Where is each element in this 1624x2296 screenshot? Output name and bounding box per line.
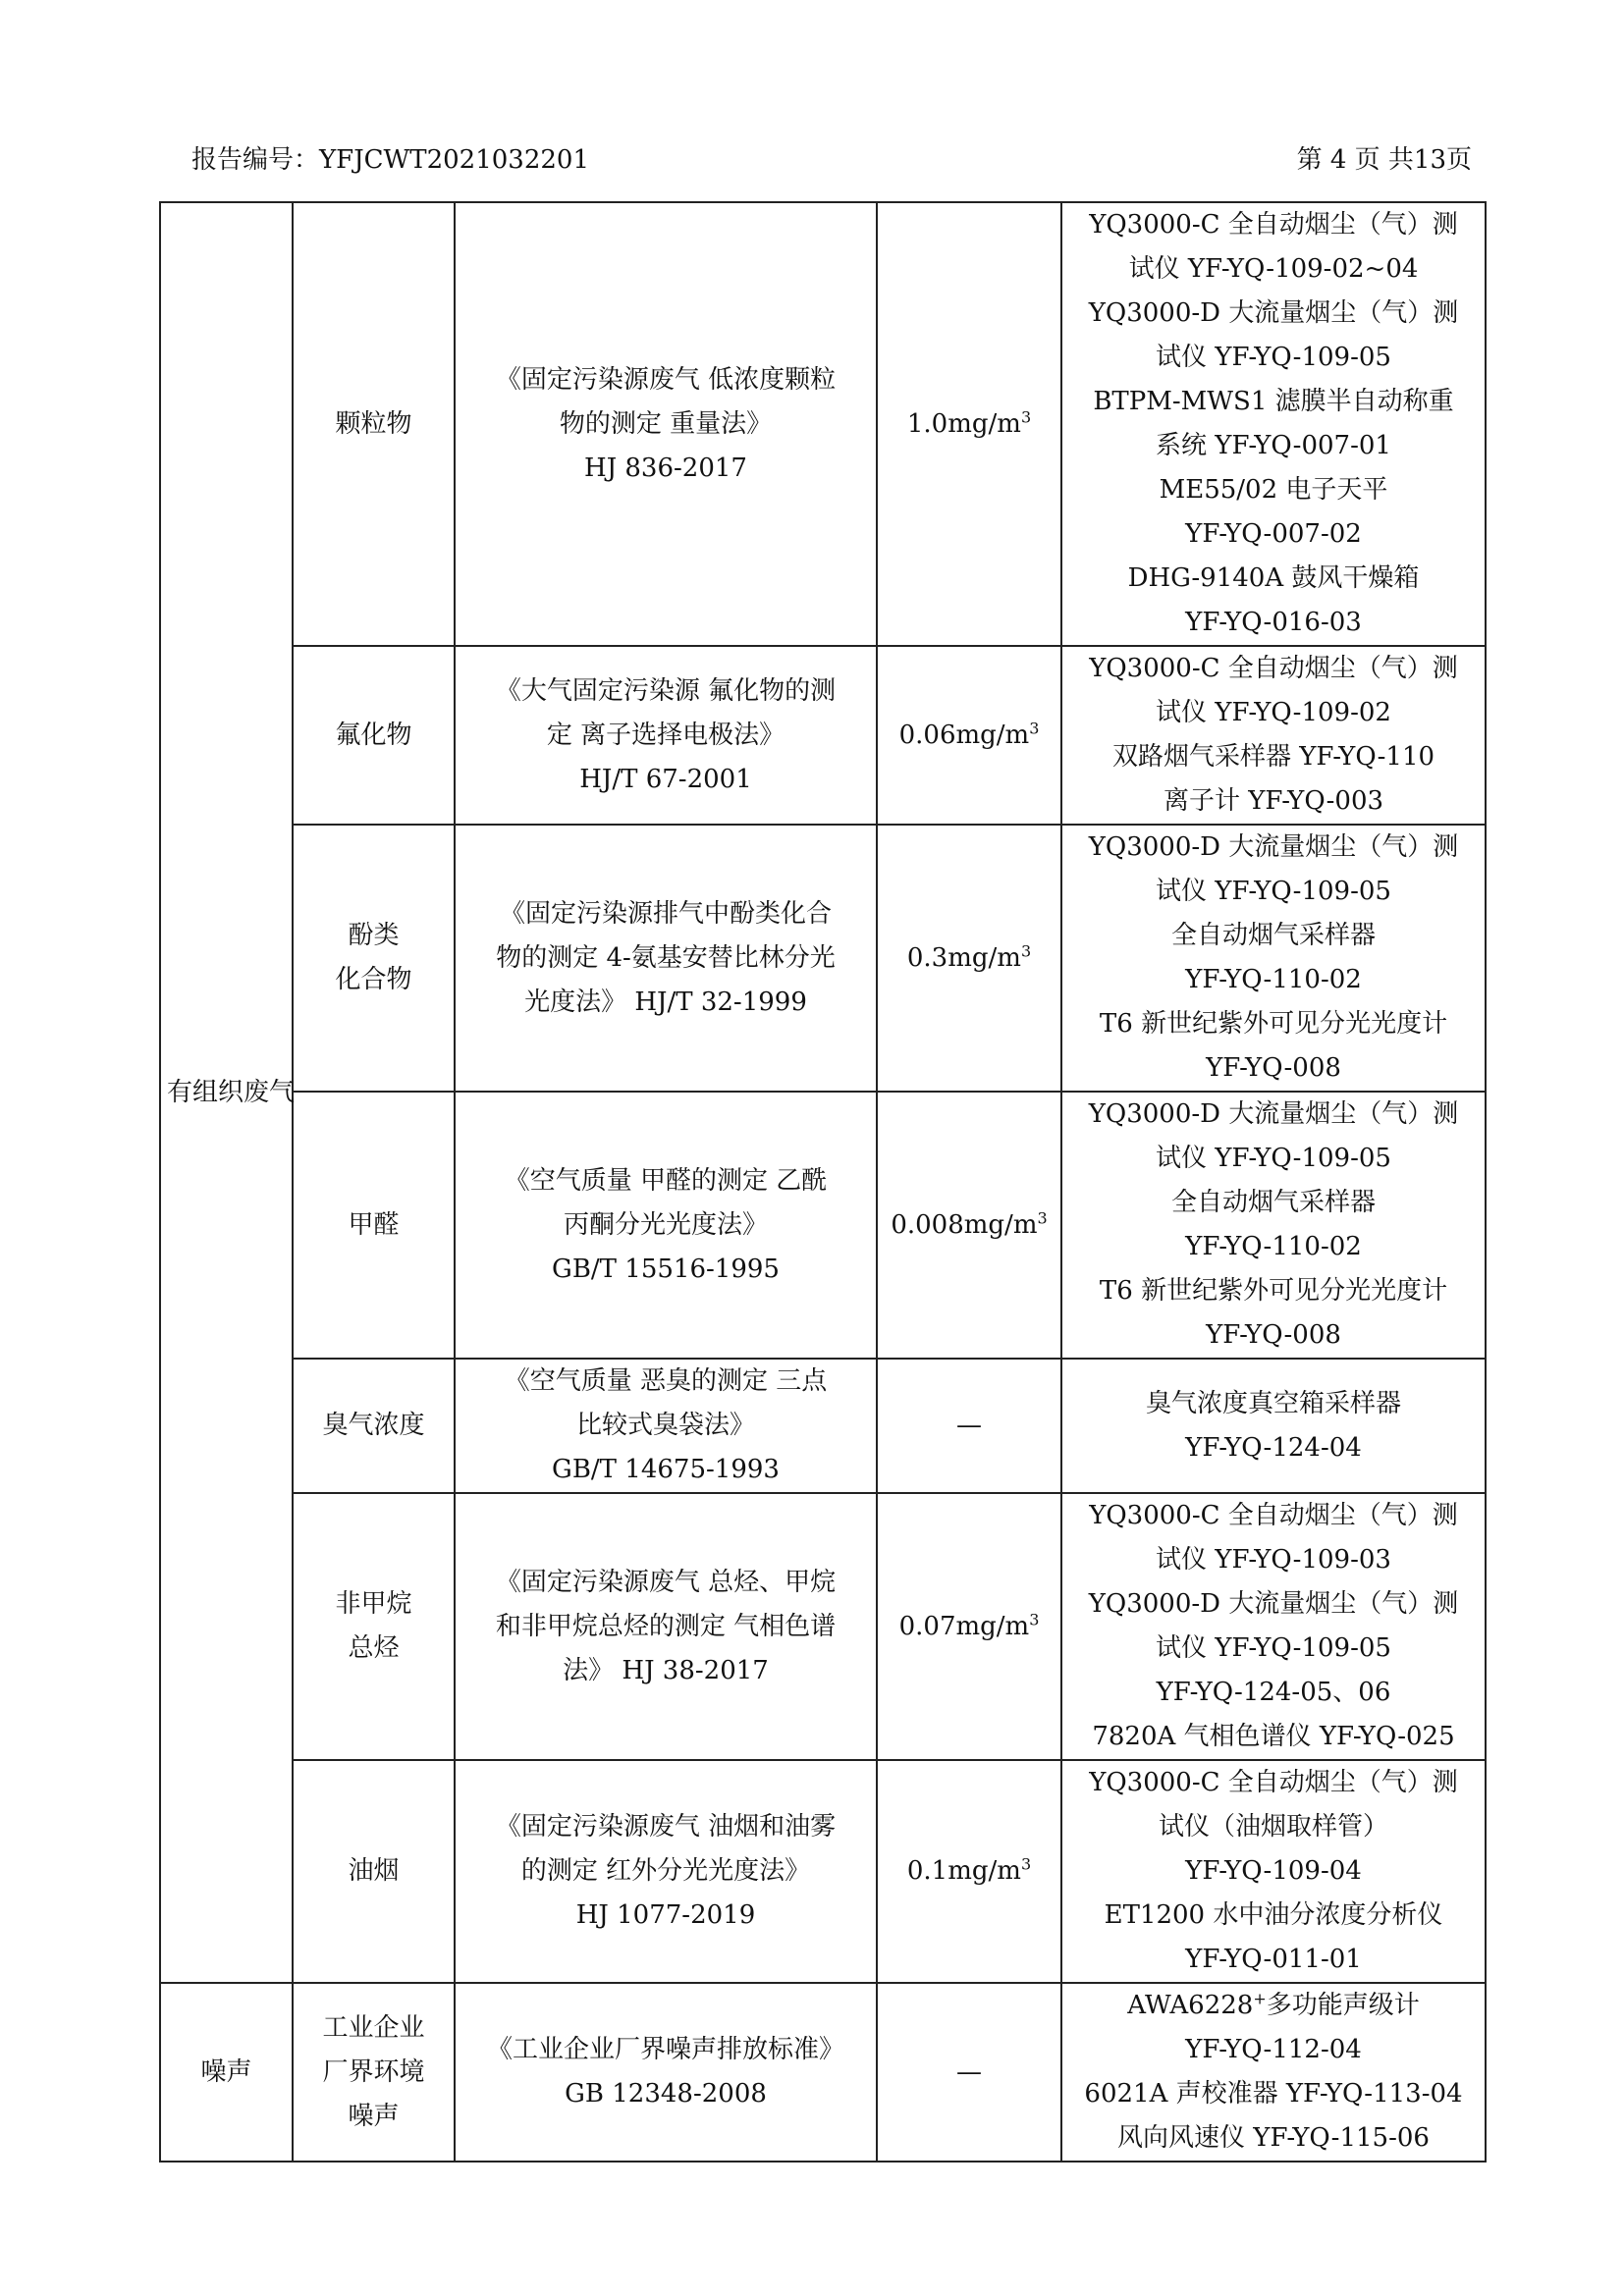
equipment-list: YQ3000-C 全自动烟尘（气）测 试仪 YF-YQ-109-02~04 YQ3000-D 大流量烟尘（气）测 试仪 YF-YQ-109-05 BTPM-MWS1 滤膜半自动称重 系统 YF-YQ-007-01 ME55/02 电子天平 YF-YQ-007-02 DHG-9140A 鼓风干燥箱 YF-YQ-016-03: [1061, 202, 1486, 646]
equipment-list: YQ3000-C 全自动烟尘（气）测 试仪（油烟取样管） YF-YQ-109-04 ET1200 水中油分浓度分析仪 YF-YQ-011-01: [1061, 1760, 1486, 1983]
standard-method: 《工业企业厂界噪声排放标准》 GB 12348-2008: [455, 1983, 877, 2162]
detection-limit: $0.06mg/m^3$: [877, 646, 1061, 825]
equipment-list: YQ3000-D 大流量烟尘（气）测 试仪 YF-YQ-109-05 全自动烟气采样器 YF-YQ-110-02 T6 新世纪紫外可见分光光度计 YF-YQ-008: [1061, 1092, 1486, 1359]
item-name: 氟化物: [293, 646, 455, 825]
item-name: 臭气浓度: [293, 1359, 455, 1493]
equipment-list: YQ3000-C 全自动烟尘（气）测 试仪 YF-YQ-109-02 双路烟气采样器 YF-YQ-110 离子计 YF-YQ-003: [1061, 646, 1486, 825]
equipment-list: YQ3000-D 大流量烟尘（气）测 试仪 YF-YQ-109-05 全自动烟气采样器 YF-YQ-110-02 T6 新世纪紫外可见分光光度计 YF-YQ-008: [1061, 825, 1486, 1092]
item-name: 甲醛: [293, 1092, 455, 1359]
item-name: 油烟: [293, 1760, 455, 1983]
category-organized-gas: 有组织废气: [160, 202, 293, 1983]
method-table: [159, 201, 1487, 2163]
category-noise: 噪声: [160, 1983, 293, 2162]
detection-limit: $0.1mg/m^3$: [877, 1760, 1061, 1983]
standard-method: 《空气质量 甲醛的测定 乙酰 丙酮分光光度法》 GB/T 15516-1995: [455, 1092, 877, 1359]
standard-method: 《固定污染源废气 低浓度颗粒 物的测定 重量法》 HJ 836-2017: [455, 202, 877, 646]
item-name: 颗粒物: [293, 202, 455, 646]
page-header: [191, 139, 1472, 179]
table-row: [160, 1359, 1486, 1493]
standard-method: 《大气固定污染源 氟化物的测 定 离子选择电极法》 HJ/T 67-2001: [455, 646, 877, 825]
item-name: 工业企业 厂界环境 噪声: [293, 1983, 455, 2162]
detection-limit: —: [877, 1983, 1061, 2162]
table-row: [160, 1092, 1486, 1359]
equipment-list: 臭气浓度真空箱采样器 YF-YQ-124-04: [1061, 1359, 1486, 1493]
equipment-list: YQ3000-C 全自动烟尘（气）测 试仪 YF-YQ-109-03 YQ3000-D 大流量烟尘（气）测 试仪 YF-YQ-109-05 YF-YQ-124-05、06 7820A 气相色谱仪 YF-YQ-025: [1061, 1493, 1486, 1760]
standard-method: 《固定污染源排气中酚类化合 物的测定 4-氨基安替比林分光 光度法》 HJ/T 32-1999: [455, 825, 877, 1092]
item-name: 非甲烷 总烃: [293, 1493, 455, 1760]
table-row: [160, 1983, 1486, 2162]
equipment-list: AWA6228+多功能声级计 YF-YQ-112-04 6021A 声校准器 YF-YQ-113-04 风向风速仪 YF-YQ-115-06: [1061, 1983, 1486, 2162]
table-row: [160, 825, 1486, 1092]
report-number: 报告编号：YFJCWT2021032201: [191, 145, 590, 175]
detection-limit: $0.3mg/m^3$: [877, 825, 1061, 1092]
standard-method: 《空气质量 恶臭的测定 三点 比较式臭袋法》 GB/T 14675-1993: [455, 1359, 877, 1493]
detection-limit: —: [877, 1359, 1061, 1493]
standard-method: 《固定污染源废气 总烃、甲烷 和非甲烷总烃的测定 气相色谱 法》 HJ 38-2017: [455, 1493, 877, 1760]
table-row: [160, 1493, 1486, 1760]
standard-method: 《固定污染源废气 油烟和油雾 的测定 红外分光光度法》 HJ 1077-2019: [455, 1760, 877, 1983]
detection-limit: $1.0mg/m^3$: [877, 202, 1061, 646]
detection-limit: $0.008mg/m^3$: [877, 1092, 1061, 1359]
detection-limit: $0.07mg/m^3$: [877, 1493, 1061, 1760]
item-name: 酚类 化合物: [293, 825, 455, 1092]
table-row: [160, 646, 1486, 825]
table-row: [160, 202, 1486, 646]
table-row: [160, 1760, 1486, 1983]
page-number: 第 4 页 共13页: [1296, 145, 1472, 175]
